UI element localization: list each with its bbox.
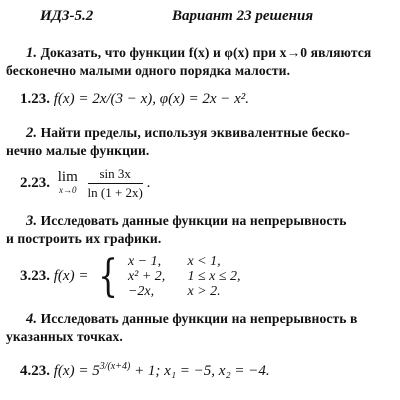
- task-2-text-line-2: нечно малые функции.: [6, 143, 150, 158]
- limit-word: lim: [57, 169, 78, 185]
- case-row-2: [128, 269, 241, 284]
- task-1-label: 1.23.: [20, 91, 50, 107]
- task-1-number: 1.: [26, 45, 38, 61]
- task-1-text-line-2: бесконечно малыми одного порядка малости.: [6, 63, 291, 78]
- piecewise-cases: [128, 254, 241, 299]
- task-2-formula: [20, 166, 150, 206]
- task-4-exponent: 3/(x+4): [99, 361, 131, 372]
- task-3-number: 3.: [26, 213, 38, 229]
- case-row-3: [128, 284, 241, 299]
- limit-operator: [58, 171, 78, 196]
- task-3-statement: [6, 212, 394, 247]
- task-4-expression-base: f(x) = 5: [53, 363, 100, 379]
- case-condition: x > 2.: [187, 284, 221, 299]
- task-3-text-line-1: Исследовать данные функции на непрерывность: [40, 213, 347, 228]
- task-3-text-line-2: и построить их графики.: [6, 231, 162, 246]
- fraction-numerator: sin 3x: [88, 166, 143, 184]
- task-4-number: 4.: [26, 311, 38, 327]
- task-2-number: 2.: [26, 125, 38, 141]
- piecewise-lhs: f(x) =: [53, 267, 89, 284]
- limit-fraction: [88, 166, 143, 201]
- case-expression: x − 1,: [127, 254, 162, 269]
- case-row-1: [128, 254, 241, 269]
- task-4-text-line-1: Исследовать данные функции на непрерывность в: [40, 311, 358, 326]
- case-expression: −2x,: [127, 284, 155, 299]
- task-2-statement: [6, 124, 394, 159]
- task-2-label: 2.23.: [20, 174, 50, 191]
- case-expression: x² + 2,: [127, 269, 166, 284]
- assignment-code: ИДЗ-5.2: [40, 8, 94, 24]
- variant-title: Вариант 23 решения: [172, 8, 314, 24]
- case-condition: x < 1,: [187, 254, 221, 269]
- task-1-statement: [6, 44, 394, 79]
- formula-period: .: [146, 174, 151, 191]
- fraction-denominator: ln (1 + 2x): [87, 185, 143, 200]
- task-4-formula: [20, 361, 270, 380]
- task-1-formula: [20, 91, 249, 108]
- task-4-text-line-2: указанных точках.: [6, 329, 123, 344]
- document-header: [0, 8, 400, 28]
- case-condition: 1 ≤ x ≤ 2,: [187, 269, 241, 284]
- task-4-label: 4.23.: [20, 363, 50, 379]
- task-4-statement: [6, 310, 394, 345]
- limit-subscript: x→0: [59, 185, 77, 195]
- task-3-formula: [20, 250, 241, 304]
- task-3-label: 3.23.: [20, 267, 50, 284]
- left-brace-icon: {: [98, 250, 118, 302]
- task-1-text-line-1: Доказать, что функции f(x) и φ(x) при x→0 являются: [40, 45, 372, 60]
- task-2-text-line-1: Найти пределы, используя эквивалентные беско-: [40, 125, 350, 140]
- task-4-expression-rest: + 1; x₁ = −5, x₂ = −4.: [130, 363, 270, 379]
- task-1-expression: f(x) = 2x/(3 − x), φ(x) = 2x − x².: [53, 91, 250, 107]
